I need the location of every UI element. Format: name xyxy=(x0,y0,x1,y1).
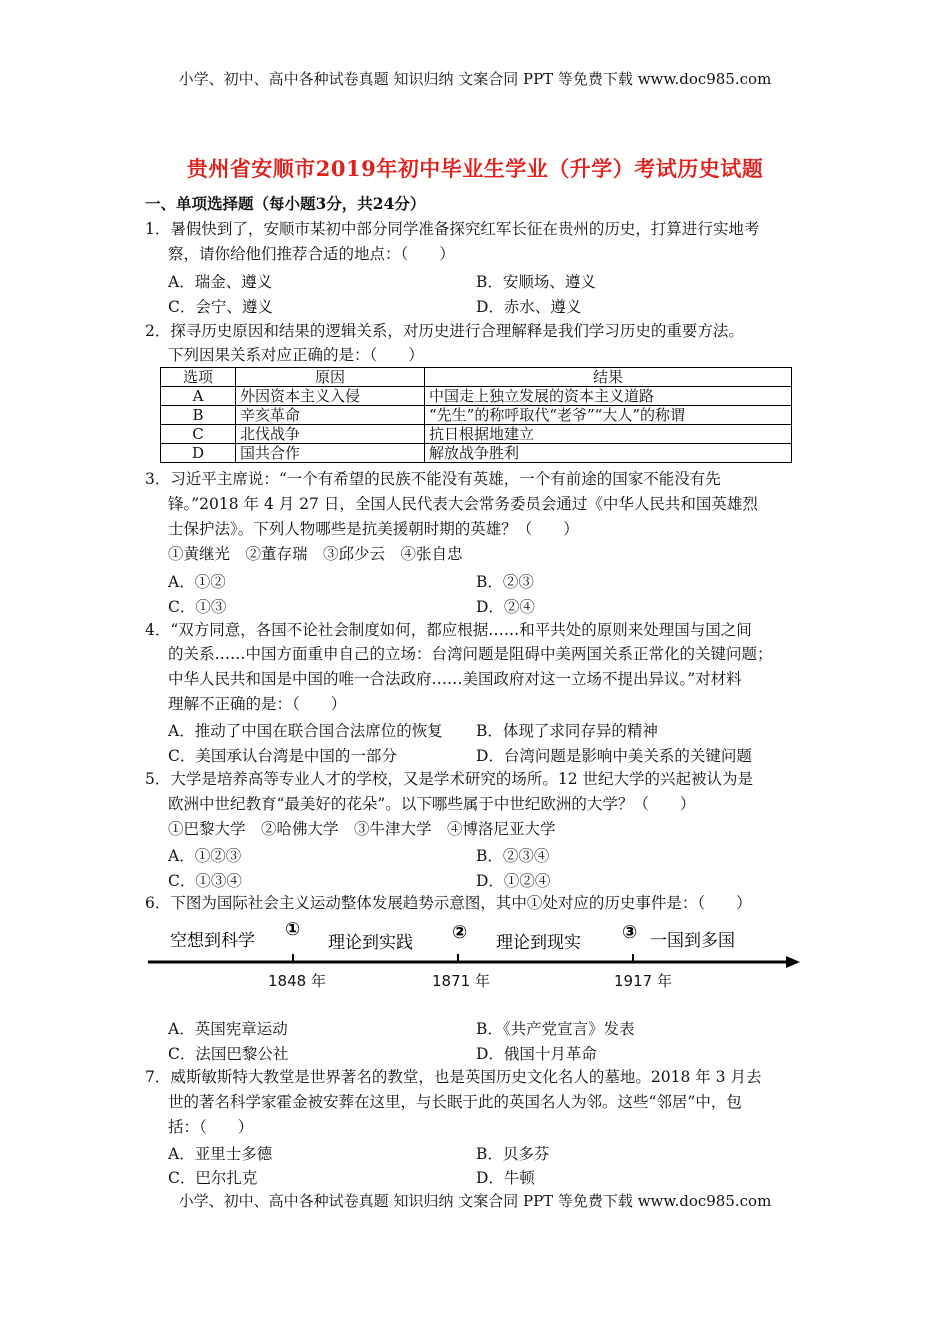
q7-stem-line1: 7．威斯敏斯特大教堂是世界著名的教堂，也是英国历史文化名人的墓地。2018 年 3 月去 xyxy=(145,1068,762,1086)
q6-option-c: C．法国巴黎公社 xyxy=(168,1045,289,1063)
q5-option-c: C．①③④ xyxy=(168,872,242,890)
q4-option-c: C．美国承认台湾是中国的一部分 xyxy=(168,747,397,765)
q1-stem-line2: 察，请你给他们推荐合适的地点：（ ） xyxy=(168,245,455,263)
table-cell: 外因资本主义入侵 xyxy=(236,387,425,406)
table-header-cell: 结果 xyxy=(425,368,792,387)
q5-stem-line2: 欧洲中世纪教育“最美好的花朵”。以下哪些属于中世纪欧洲的大学？（ ） xyxy=(168,795,696,813)
q7-option-b: B．贝多芬 xyxy=(476,1145,550,1163)
q5-items: ①巴黎大学 ②哈佛大学 ③牛津大学 ④博洛尼亚大学 xyxy=(168,820,556,838)
q4-stem-line1: 4．“双方同意，各国不论社会制度如何，都应根据……和平共处的原则来处理国与国之间 xyxy=(145,621,752,639)
q1-option-a: A．瑞金、遵义 xyxy=(168,273,273,291)
table-cell: 北伐战争 xyxy=(236,425,425,444)
q7-option-a: A．亚里士多德 xyxy=(168,1145,273,1163)
marker-label: ③ xyxy=(622,922,638,943)
table-cell: 解放战争胜利 xyxy=(425,444,792,463)
timeline-arrow-icon xyxy=(786,956,800,968)
q4-option-b: B．体现了求同存异的精神 xyxy=(476,722,658,740)
stage-label: 一国到多国 xyxy=(650,931,735,951)
q5-option-a: A．①②③ xyxy=(168,847,242,865)
marker-label: ② xyxy=(452,922,468,943)
q6-option-d: D．俄国十月革命 xyxy=(476,1045,597,1063)
table-cell: 辛亥革命 xyxy=(236,406,425,425)
q4-option-d: D．台湾问题是影响中美关系的关键问题 xyxy=(476,747,752,765)
q5-option-b: B．②③④ xyxy=(476,847,550,865)
q3-stem-line2: 锋。”2018 年 4 月 27 日，全国人民代表大会常务委员会通过《中华人民共和国英雄烈 xyxy=(168,495,758,513)
q7-stem-line3: 括：（ ） xyxy=(168,1118,254,1136)
cause-effect-table xyxy=(160,367,792,463)
q3-stem-line1: 3．习近平主席说：“一个有希望的民族不能没有英雄，一个有前途的国家不能没有先 xyxy=(145,470,721,488)
q7-stem-line2: 世的著名科学家霍金被安葬在这里，与长眠于此的英国名人为邻。这些“邻居”中，包 xyxy=(168,1093,742,1111)
q3-option-a: A．①② xyxy=(168,573,226,591)
q3-stem-line3: 士保护法》。下列人物哪些是抗美援朝时期的英雄？（ ） xyxy=(168,520,579,538)
table-cell: D xyxy=(161,444,236,463)
q7-option-c: C．巴尔扎克 xyxy=(168,1169,258,1187)
page-header: 小学、初中、高中各种试卷真题 知识归纳 文案合同 PPT 等免费下载 www.doc985.com xyxy=(178,70,772,88)
table-cell: B xyxy=(161,406,236,425)
q3-items: ①黄继光 ②董存瑞 ③邱少云 ④张自忠 xyxy=(168,545,463,563)
q4-option-a: A．推动了中国在联合国合法席位的恢复 xyxy=(168,722,443,740)
q2-stem-line2: 下列因果关系对应正确的是：（ ） xyxy=(168,346,424,364)
section-heading: 一、单项选择题（每小题3分，共24分） xyxy=(145,194,426,213)
q3-option-b: B．②③ xyxy=(476,573,534,591)
table-row xyxy=(161,387,792,406)
q4-stem-line2: 的关系……中国方面重申自己的立场：台湾问题是阻碍中美两国关系正常化的关键问题； xyxy=(168,645,773,663)
exam-title: 贵州省安顺市2019年初中毕业生学业（升学）考试历史试题 xyxy=(186,156,764,181)
q2-stem-line1: 2．探寻历史原因和结果的逻辑关系，对历史进行合理解释是我们学习历史的重要方法。 xyxy=(145,322,744,340)
q6-option-a: A．英国宪章运动 xyxy=(168,1020,288,1038)
table-row xyxy=(161,444,792,463)
table-row xyxy=(161,425,792,444)
year-label-1917: 1917 年 xyxy=(614,972,672,990)
table-cell: “先生”的称呼取代“老爷”“大人”的称谓 xyxy=(425,406,792,425)
q1-option-b: B．安顺场、遵义 xyxy=(476,273,596,291)
q5-stem-line1: 5．大学是培养高等专业人才的学校，又是学术研究的场所。12 世纪大学的兴起被认为是 xyxy=(145,770,754,788)
q7-option-d: D．牛顿 xyxy=(476,1169,535,1187)
table-cell: A xyxy=(161,387,236,406)
page-footer: 小学、初中、高中各种试卷真题 知识归纳 文案合同 PPT 等免费下载 www.doc985.com xyxy=(178,1192,772,1210)
year-label-1871: 1871 年 xyxy=(432,972,490,990)
stage-label: 理论到实践 xyxy=(328,933,413,953)
q6-option-b: B．《共产党宣言》发表 xyxy=(476,1020,635,1038)
q1-option-c: C．会宁、遵义 xyxy=(168,298,273,316)
table-cell: 国共合作 xyxy=(236,444,425,463)
q5-option-d: D．①②④ xyxy=(476,872,551,890)
table-cell: 抗日根据地建立 xyxy=(425,425,792,444)
marker-label: ① xyxy=(285,919,301,940)
year-label-1848: 1848 年 xyxy=(268,972,326,990)
table-header-cell: 选项 xyxy=(161,368,236,387)
q4-stem-line4: 理解不正确的是：（ ） xyxy=(168,695,347,713)
stage-label: 理论到现实 xyxy=(496,933,581,953)
q1-option-d: D．赤水、遵义 xyxy=(476,298,582,316)
table-cell: C xyxy=(161,425,236,444)
table-row xyxy=(161,406,792,425)
q3-option-d: D．②④ xyxy=(476,598,535,616)
q6-stem: 6．下图为国际社会主义运动整体发展趋势示意图，其中①处对应的历史事件是：（ ） xyxy=(145,894,752,912)
table-cell: 中国走上独立发展的资本主义道路 xyxy=(425,387,792,406)
q3-option-c: C．①③ xyxy=(168,598,227,616)
stage-label: 空想到科学 xyxy=(170,931,255,951)
table-header-cell: 原因 xyxy=(236,368,425,387)
q4-stem-line3: 中华人民共和国是中国的唯一合法政府……美国政府对这一立场不提出异议。”对材料 xyxy=(168,670,742,688)
q1-stem-line1: 1．暑假快到了，安顺市某初中部分同学准备探究红军长征在贵州的历史，打算进行实地考 xyxy=(145,220,760,238)
table-header-row xyxy=(161,368,792,387)
